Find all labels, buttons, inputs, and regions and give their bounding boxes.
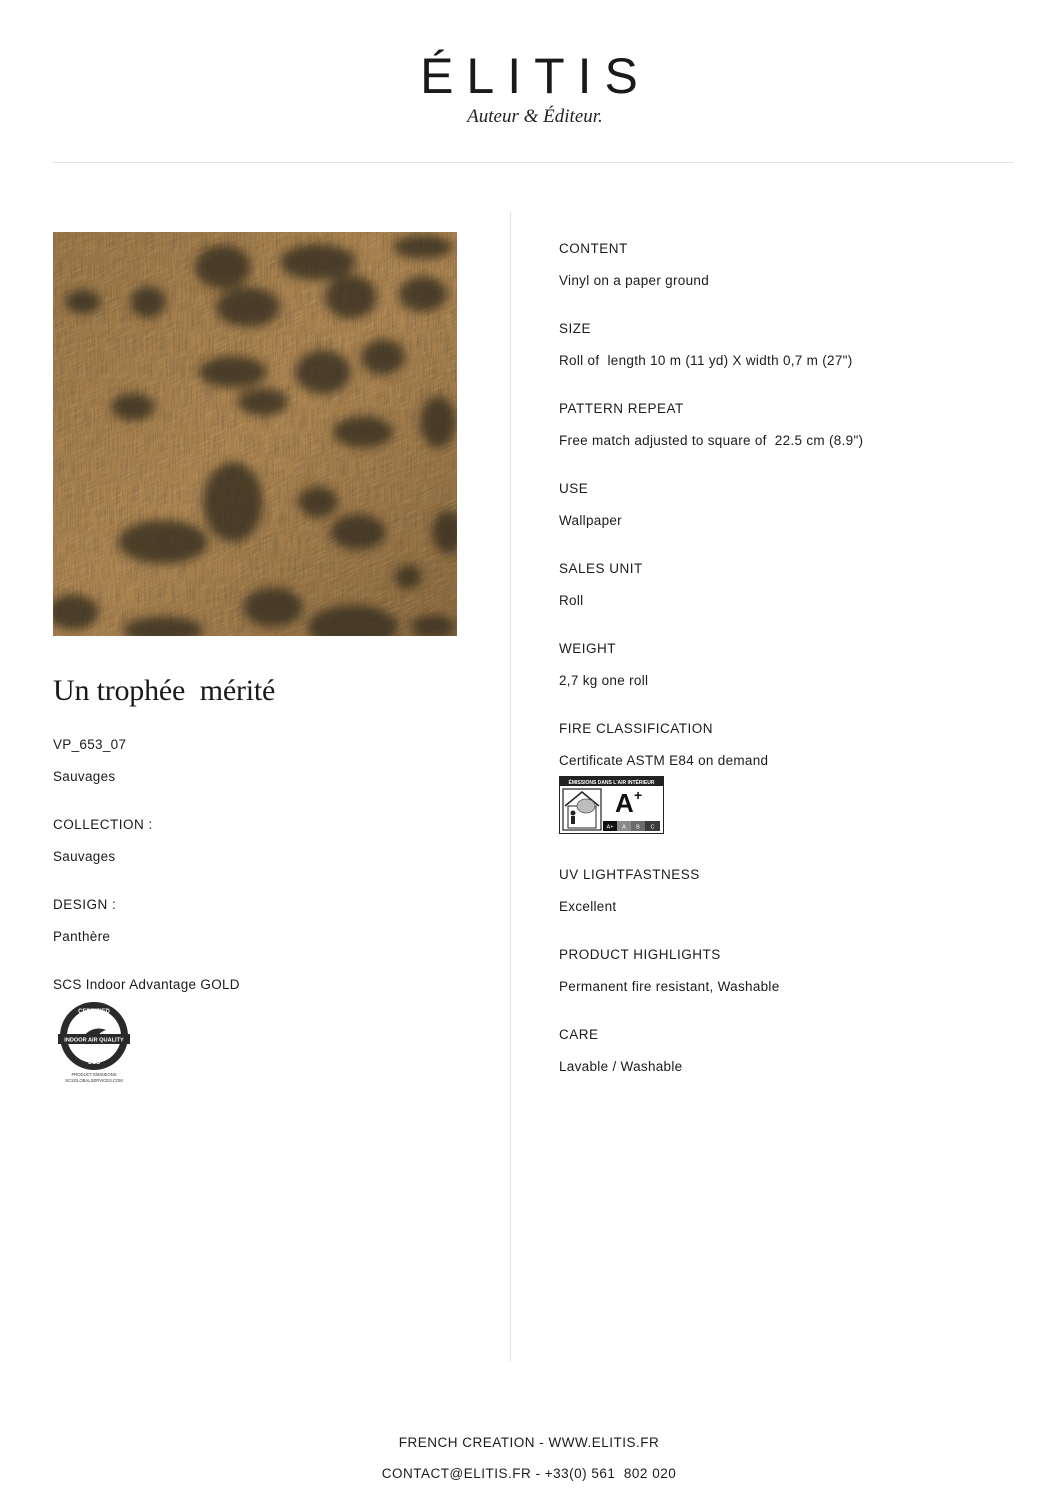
spec-content-value: Vinyl on a paper ground xyxy=(559,273,710,288)
design-label: DESIGN : xyxy=(53,897,117,912)
collection-label: COLLECTION : xyxy=(53,817,153,832)
collection-value: Sauvages xyxy=(53,849,116,864)
footer-contact-line: CONTACT@ELITIS.FR - +33(0) 561 802 020 xyxy=(381,1466,677,1481)
spec-weight-value: 2,7 kg one roll xyxy=(559,673,649,688)
emissions-a-plus-label xyxy=(559,776,664,834)
column-divider xyxy=(510,212,511,1362)
spec-sales-unit-label: SALES UNIT xyxy=(559,561,643,576)
spec-weight-label: WEIGHT xyxy=(559,641,616,656)
scale-c: C xyxy=(650,824,655,831)
scale-b: B xyxy=(636,824,640,831)
brand-logo: ÉLITIS xyxy=(420,48,651,104)
spec-pattern-repeat-value: Free match adjusted to square of 22.5 cm (8.9") xyxy=(559,433,864,448)
product-title: Un trophée mérité xyxy=(53,674,276,707)
product-reference: VP_653_07 xyxy=(53,737,127,752)
certification-label: SCS Indoor Advantage GOLD xyxy=(53,977,240,992)
product-range: Sauvages xyxy=(53,769,116,784)
spec-care-value: Lavable / Washable xyxy=(559,1059,683,1074)
design-value: Panthère xyxy=(53,929,111,944)
brand-header xyxy=(0,48,1058,128)
scale-a-plus: A+ xyxy=(606,824,614,831)
spec-use-value: Wallpaper xyxy=(559,513,622,528)
footer-website-line: FRENCH CREATION - WWW.ELITIS.FR xyxy=(398,1435,660,1450)
spec-care-label: CARE xyxy=(559,1027,599,1042)
seal-caption-1: PRODUCT EMISSIONS xyxy=(71,1072,117,1077)
seal-caption-2: SCSGLOBALSERVICES.COM xyxy=(65,1078,123,1083)
emission-title: ÉMISSIONS DANS L'AIR INTÉRIEUR xyxy=(568,780,655,786)
header-divider xyxy=(53,162,1014,163)
svg-text:+: + xyxy=(634,787,643,803)
spec-highlights-label: PRODUCT HIGHLIGHTS xyxy=(559,947,721,962)
spec-sales-unit-value: Roll xyxy=(559,593,584,608)
scs-certified-seal xyxy=(56,1000,132,1086)
spec-content-label: CONTENT xyxy=(559,241,628,256)
scale-a: A xyxy=(622,824,626,831)
spec-fire-label: FIRE CLASSIFICATION xyxy=(559,721,714,736)
spec-use-label: USE xyxy=(559,481,589,496)
svg-text:A: A xyxy=(615,788,634,818)
spec-pattern-repeat-label: PATTERN REPEAT xyxy=(559,401,684,416)
spec-size-label: SIZE xyxy=(559,321,592,336)
seal-band-text: INDOOR AIR QUALITY xyxy=(64,1037,124,1044)
spec-highlights-value: Permanent fire resistant, Washable xyxy=(559,979,780,994)
spec-fire-value: Certificate ASTM E84 on demand xyxy=(559,753,769,768)
spec-uv-label: UV LIGHTFASTNESS xyxy=(559,867,700,882)
spec-size-value: Roll of length 10 m (11 yd) X width 0,7 m (27") xyxy=(559,353,853,368)
product-swatch-image xyxy=(53,232,457,636)
brand-tagline: Auteur & Éditeur. xyxy=(467,106,603,127)
seal-top-text: CERTIFIED xyxy=(78,1009,110,1015)
seal-bottom-text: SCS xyxy=(87,1060,101,1066)
spec-uv-value: Excellent xyxy=(559,899,617,914)
